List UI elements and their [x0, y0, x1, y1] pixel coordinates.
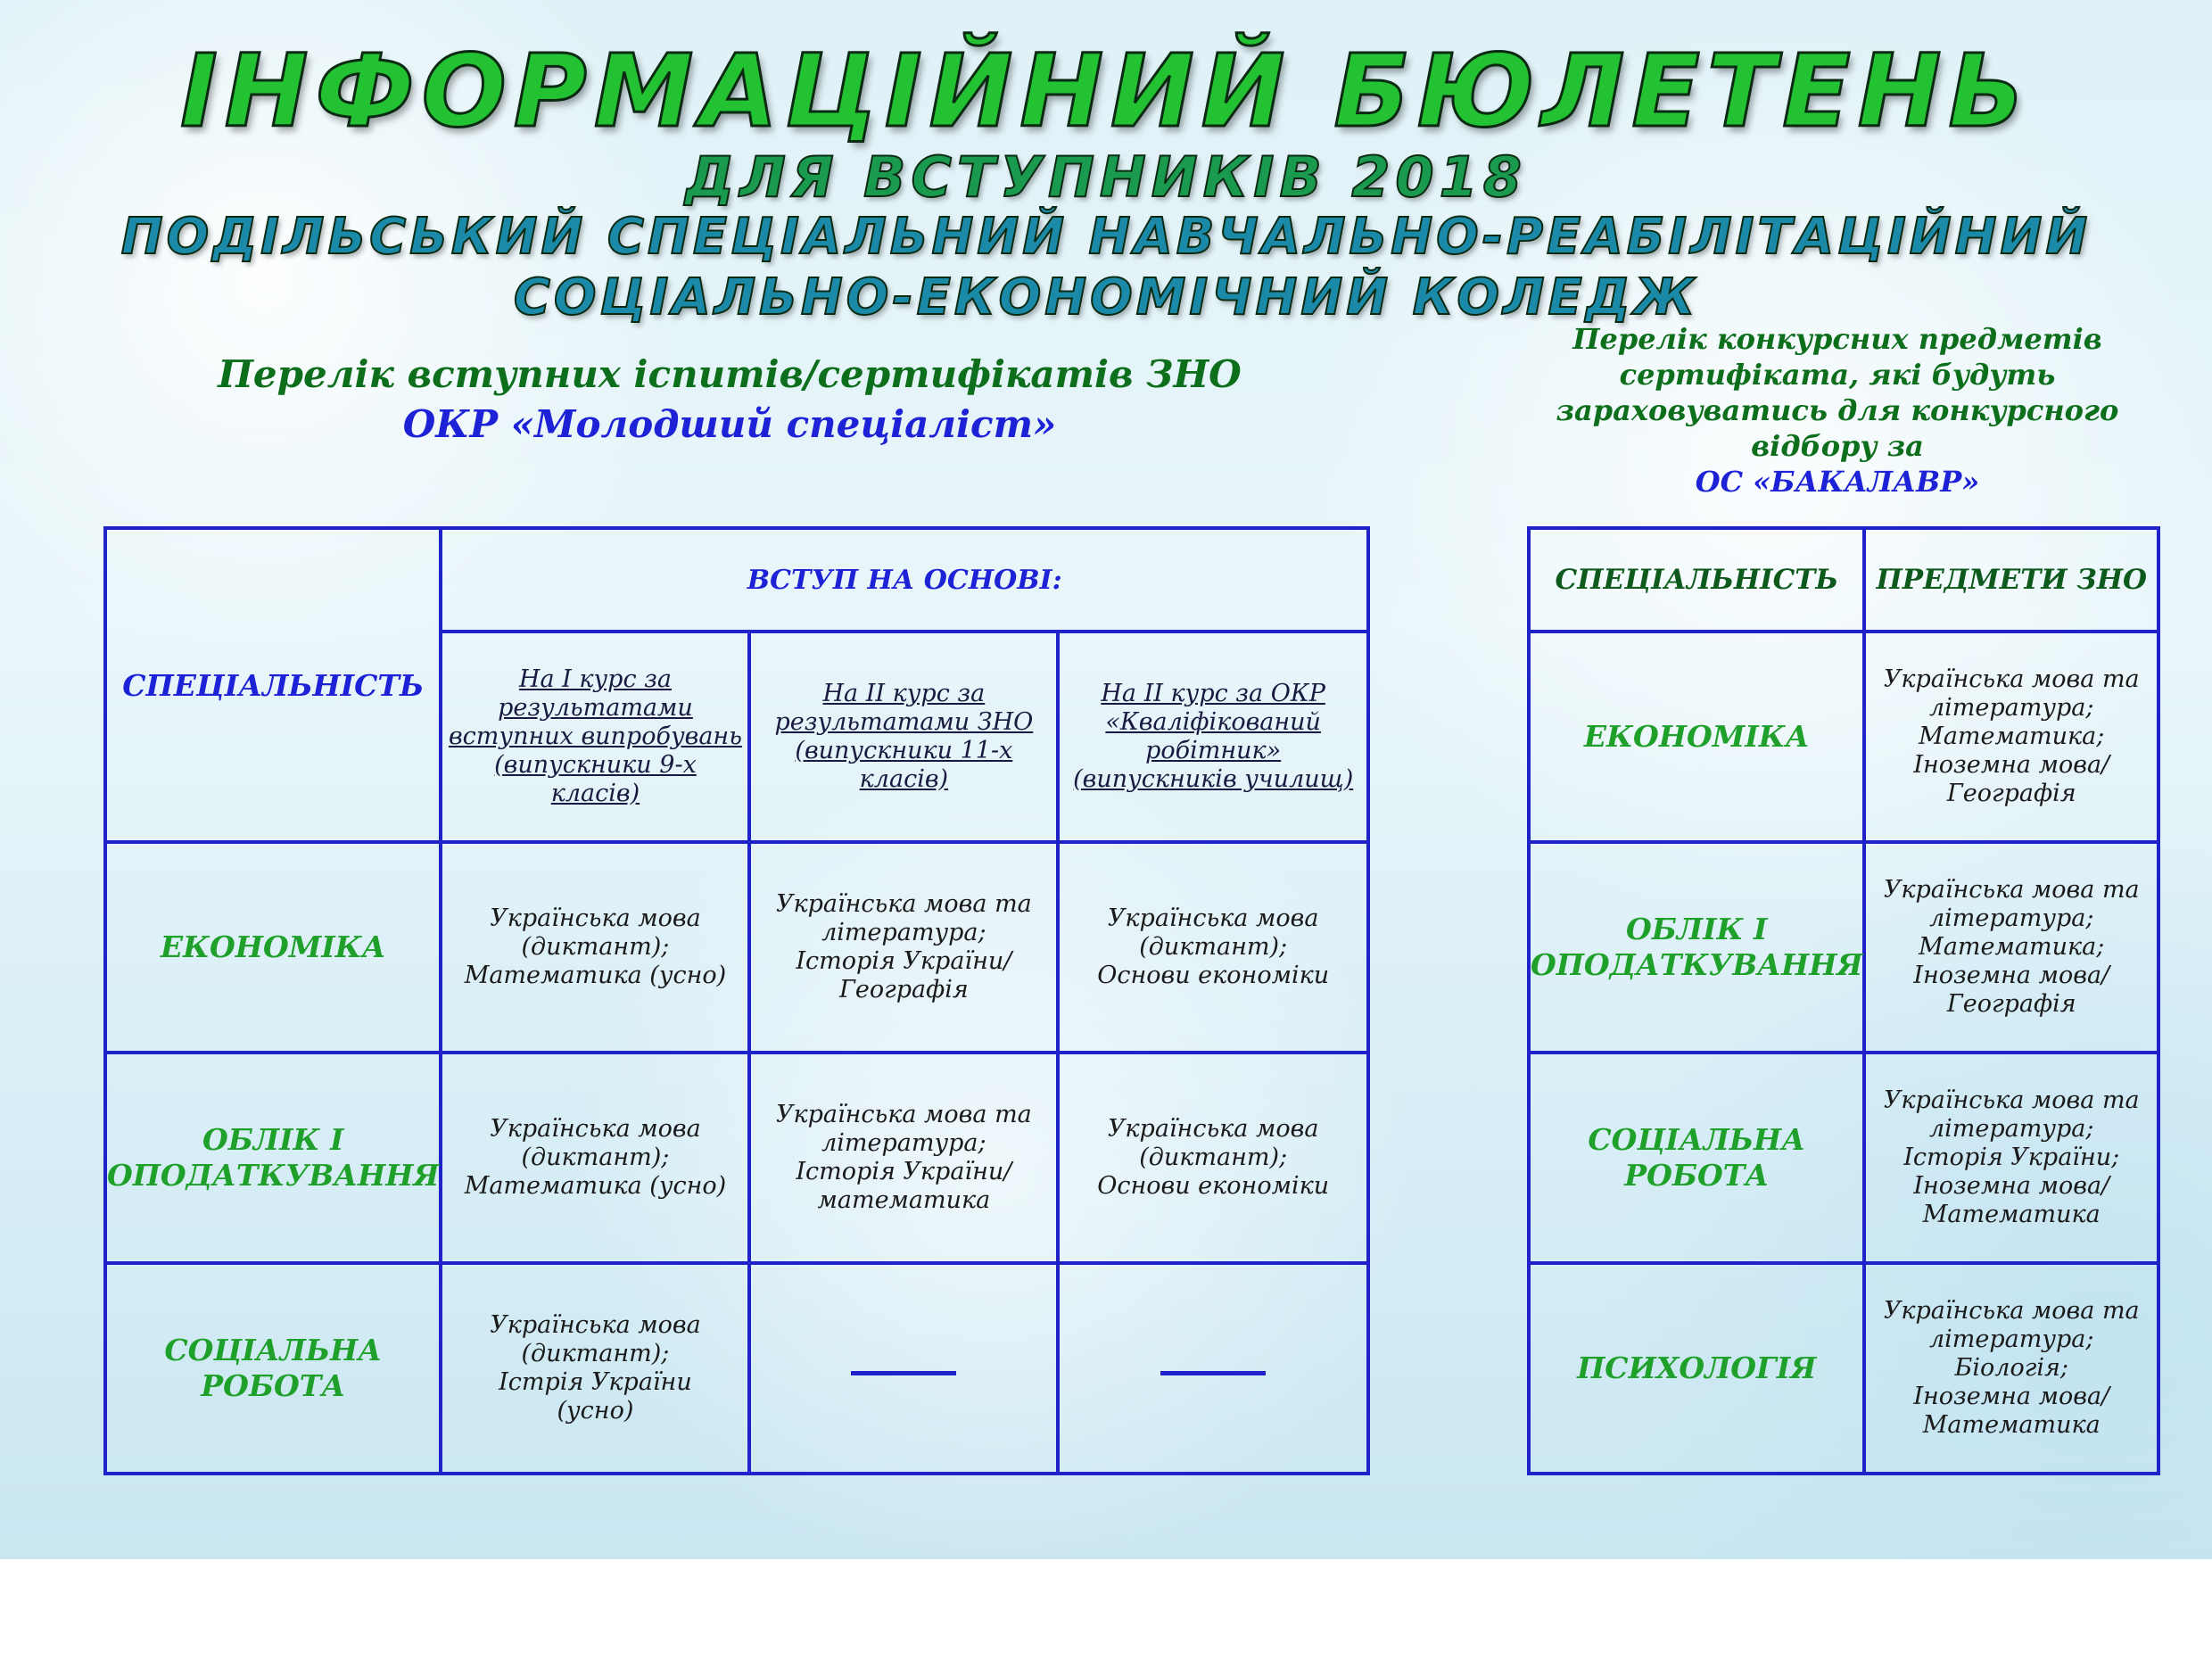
exam-cell: Українська мова (диктант); Основи економіки — [1058, 1053, 1368, 1263]
exam-cell: Українська мова (диктант); Математика (усно) — [441, 1053, 749, 1263]
zno-subjects-header: ПРЕДМЕТИ ЗНО — [1864, 528, 2158, 632]
exam-cell: Українська мова (диктант); Істрія України (усно) — [441, 1263, 749, 1474]
entrance-exams-table — [103, 526, 1370, 1475]
exam-cell: Українська мова та література; Історія України/ Географія — [749, 842, 1058, 1053]
table-row — [1529, 1053, 2158, 1263]
not-applicable-dash — [1160, 1371, 1266, 1375]
exam-cell: Українська мова (диктант); Основи економіки — [1058, 842, 1368, 1053]
exam-list-heading: Перелік вступних іспитів/сертифікатів ЗНО — [218, 352, 1242, 396]
institution-line-1: ПОДІЛЬСЬКИЙ СПЕЦІАЛЬНИЙ НАВЧАЛЬНО-РЕАБІЛІТАЦІЙНИЙ — [120, 208, 2092, 266]
subjects-cell: Українська мова та література; Історія України; Іноземна мова/ Математика — [1864, 1053, 2158, 1263]
empty-exam-cell — [1058, 1263, 1368, 1474]
specialty-header: СПЕЦІАЛЬНІСТЬ — [1529, 528, 1864, 632]
specialty-cell: ОБЛІК І ОПОДАТКУВАННЯ — [1529, 842, 1864, 1053]
exam-cell: Українська мова та література; Історія України/ математика — [749, 1053, 1058, 1263]
competitive-subjects-heading: Перелік конкурсних предметів сертифіката, які будуть зараховуватись для конкурсного відбору за — [1556, 322, 2119, 463]
column-header-second-year-zno: На ІІ курс за результатами ЗНО (випускники 11-х класів) — [749, 632, 1058, 842]
institution-name — [0, 207, 2212, 328]
table-header-row — [105, 528, 1368, 632]
table-row — [1529, 632, 2158, 842]
column-header-second-year-qualified: На ІІ курс за ОКР «Кваліфікований робітник» (випускників училищ) — [1058, 632, 1368, 842]
table-header-row — [1529, 528, 2158, 632]
empty-exam-cell — [749, 1263, 1058, 1474]
not-applicable-dash — [851, 1371, 956, 1375]
specialty-cell: ЕКОНОМІКА — [1529, 632, 1864, 842]
admission-basis-header: ВСТУП НА ОСНОВІ: — [441, 528, 1368, 632]
column-header-first-year: На І курс за результатами вступних випробувань (випускники 9-х класів) — [441, 632, 749, 842]
table-row — [105, 842, 1368, 1053]
table-row — [1529, 1263, 2158, 1474]
specialty-cell: СОЦІАЛЬНА РОБОТА — [1529, 1053, 1864, 1263]
specialty-cell: ЕКОНОМІКА — [105, 842, 441, 1053]
institution-line-2: СОЦІАЛЬНО-ЕКОНОМІЧНИЙ КОЛЕДЖ — [513, 268, 1699, 326]
specialty-cell: ОБЛІК І ОПОДАТКУВАННЯ — [105, 1053, 441, 1263]
exam-cell: Українська мова (диктант); Математика (усно) — [441, 842, 749, 1053]
table-row — [105, 1053, 1368, 1263]
bachelor-subjects-table — [1527, 526, 2160, 1475]
bulletin-subtitle: ДЛЯ ВСТУПНИКІВ 2018 — [685, 145, 1527, 210]
table-row — [1529, 842, 2158, 1053]
specialty-cell: ПСИХОЛОГІЯ — [1529, 1263, 1864, 1474]
specialty-header: СПЕЦІАЛЬНІСТЬ — [105, 528, 441, 842]
subjects-cell: Українська мова та література; Біологія; Іноземна мова/ Математика — [1864, 1263, 2158, 1474]
specialty-cell: СОЦІАЛЬНА РОБОТА — [105, 1263, 441, 1474]
left-section-heading — [105, 350, 1354, 450]
table-row — [105, 1263, 1368, 1474]
subjects-cell: Українська мова та література; Математика; Іноземна мова/ Географія — [1864, 842, 2158, 1053]
bachelor-heading: ОС «БАКАЛАВР» — [1695, 465, 1980, 499]
subjects-cell: Українська мова та література; Математика; Іноземна мова/ Географія — [1864, 632, 2158, 842]
bulletin-title: ІНФОРМАЦІЙНИЙ БЮЛЕТЕНЬ — [180, 34, 2032, 150]
degree-level-heading: ОКР «Молодший спеціаліст» — [402, 402, 1057, 446]
right-section-heading — [1516, 321, 2158, 500]
